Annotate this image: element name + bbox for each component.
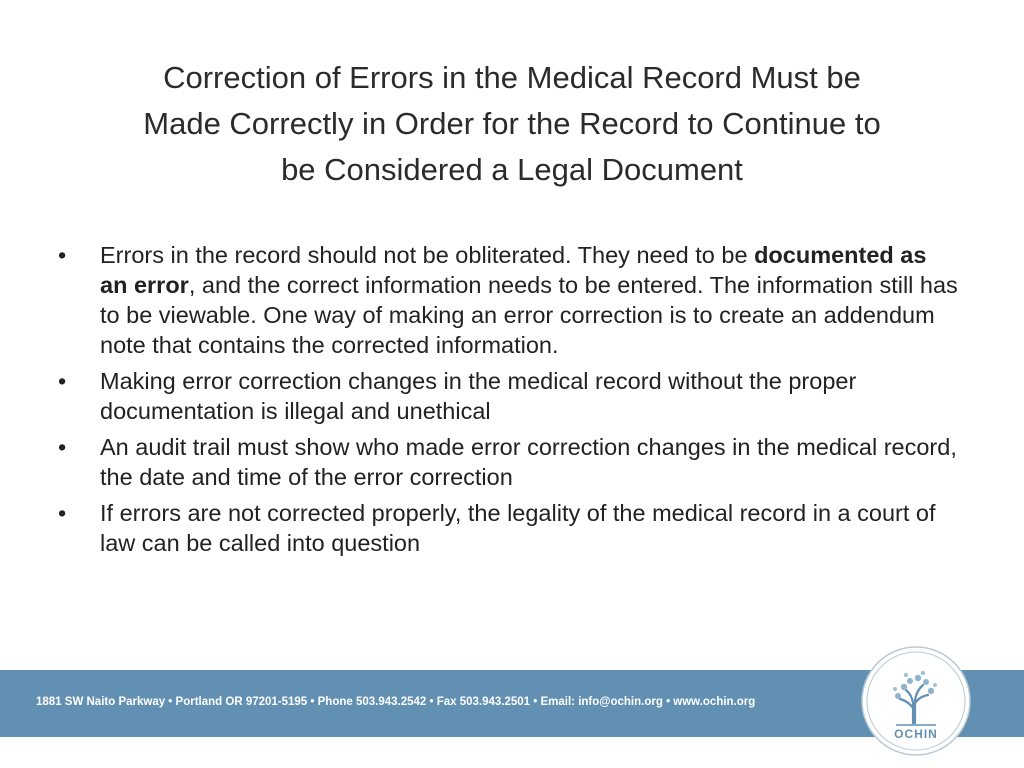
bullet-item — [58, 240, 958, 360]
tree-icon — [860, 645, 972, 757]
bullet-item — [58, 366, 958, 426]
bullet-text-before: Errors in the record should not be obliterated. They need to be — [100, 242, 755, 268]
bullet-text: Making error correction changes in the medical record without the proper documentation is illegal and unethical — [100, 368, 857, 424]
bullet-text: An audit trail must show who made error correction changes in the medical record, the date and time of the error correction — [100, 434, 957, 490]
title-line-3: be Considered a Legal Document — [281, 152, 743, 187]
bullet-text-bold: documented as an error — [100, 242, 927, 298]
bullet-dot: • — [58, 242, 67, 268]
bullet-dot: • — [58, 434, 67, 460]
bullet-dot: • — [58, 368, 67, 394]
ochin-logo — [860, 645, 972, 757]
title-line-2: Made Correctly in Order for the Record to Continue to — [143, 106, 881, 141]
bullet-list — [58, 240, 958, 564]
footer-contact-text: 1881 SW Naito Parkway • Portland OR 97201-5195 • Phone 503.943.2542 • Fax 503.943.2501 • Email: info@ochin.org • www.ochin.org — [36, 696, 756, 708]
bullet-text-after: , and the correct information needs to be entered. The information still has to be viewable. One way of making an error correction is to create an addendum note that contains the corrected information. — [100, 272, 958, 358]
bullet-item — [58, 498, 958, 558]
bullet-dot: • — [58, 500, 67, 526]
bullet-text: If errors are not corrected properly, the legality of the medical record in a court of law can be called into question — [100, 500, 936, 556]
bullet-item — [58, 432, 958, 492]
title-line-1: Correction of Errors in the Medical Record Must be — [163, 60, 861, 95]
logo-text: OCHIN — [894, 727, 938, 741]
slide-title — [60, 55, 964, 193]
